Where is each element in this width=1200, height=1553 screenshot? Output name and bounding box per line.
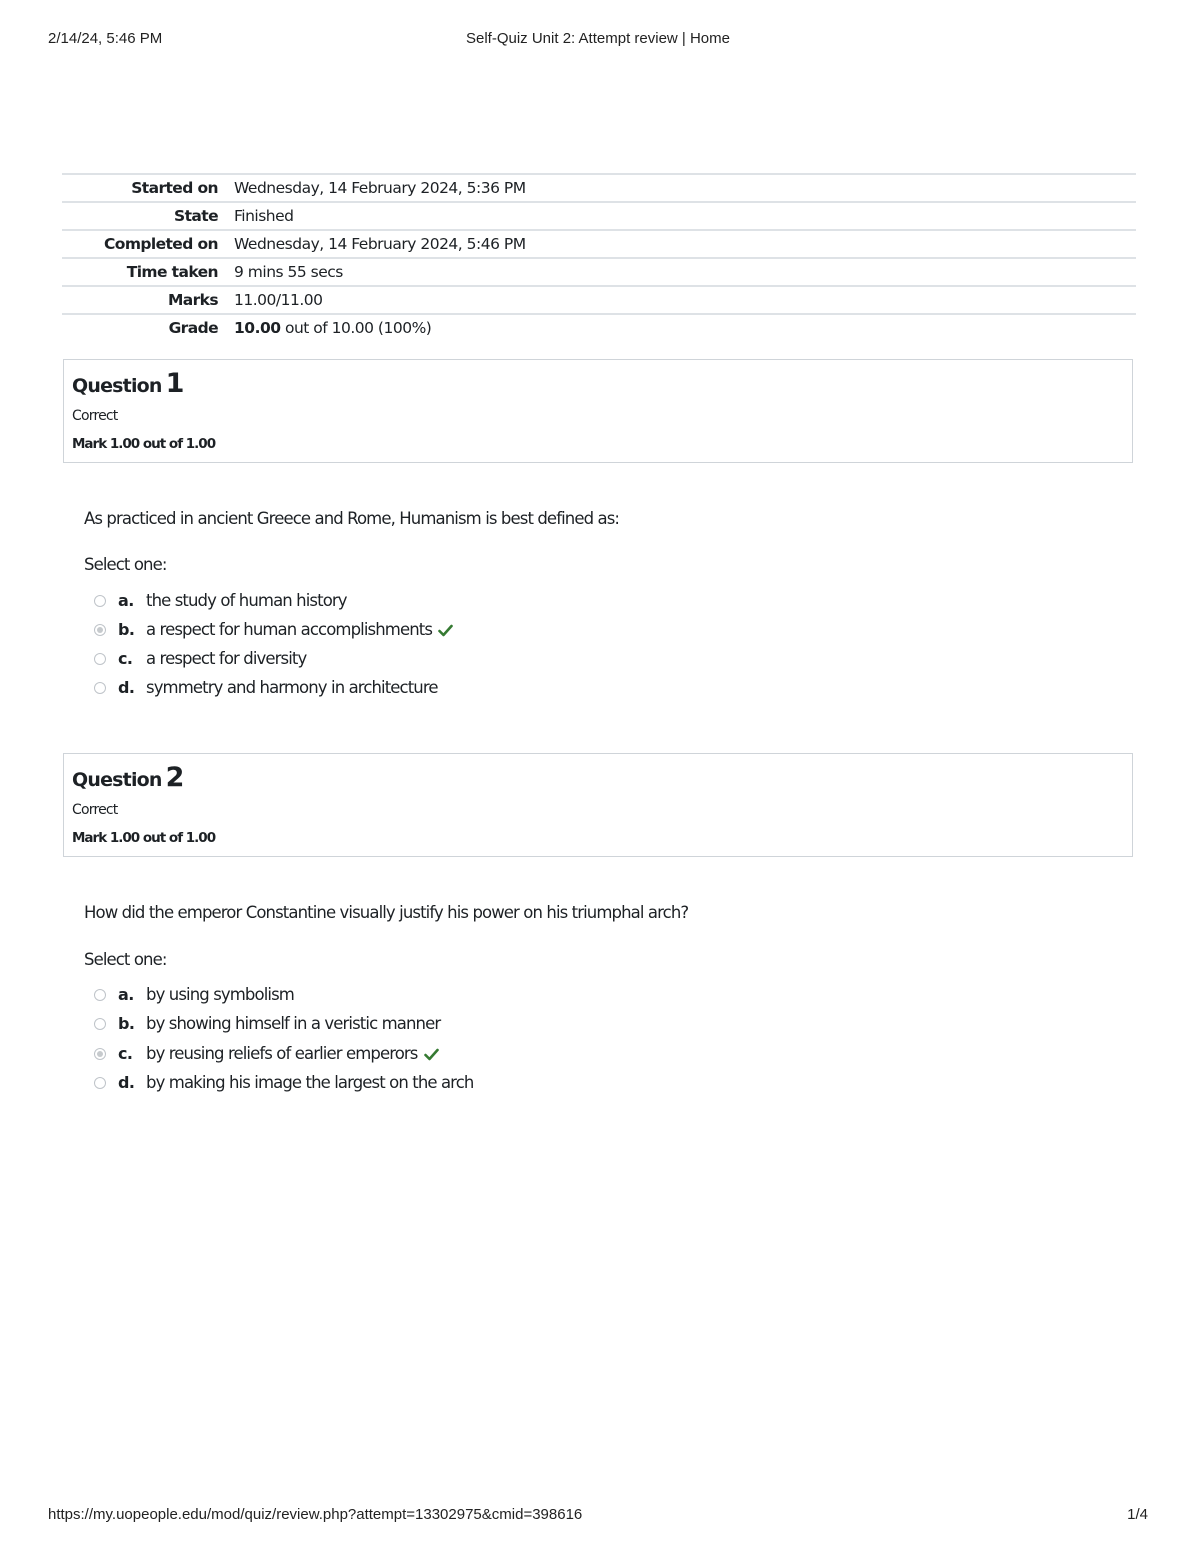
option-letter: c. bbox=[118, 649, 133, 668]
question-number bbox=[72, 368, 184, 399]
summary-row bbox=[62, 286, 1136, 314]
print-footer bbox=[48, 1506, 1148, 1526]
answer-option-selected[interactable] bbox=[94, 620, 794, 642]
radio-button[interactable] bbox=[94, 653, 106, 665]
summary-row-grade bbox=[62, 314, 1136, 341]
summary-row bbox=[62, 174, 1136, 202]
question-number bbox=[72, 762, 184, 793]
option-letter: a. bbox=[118, 985, 134, 1004]
radio-button[interactable] bbox=[94, 682, 106, 694]
radio-button[interactable] bbox=[94, 1077, 106, 1089]
select-one-prompt: Select one: bbox=[84, 555, 167, 574]
answer-option-selected[interactable] bbox=[94, 1044, 794, 1066]
option-text-wrap bbox=[146, 620, 453, 639]
question-mark: Mark 1.00 out of 1.00 bbox=[72, 436, 216, 452]
answer-option[interactable] bbox=[94, 985, 794, 1007]
option-letter: b. bbox=[118, 620, 135, 639]
summary-value: Finished bbox=[234, 207, 294, 225]
radio-button-checked[interactable] bbox=[94, 1048, 106, 1060]
option-letter: b. bbox=[118, 1014, 135, 1033]
option-letter: d. bbox=[118, 678, 135, 697]
attempt-summary-table bbox=[62, 173, 1136, 341]
summary-grade-value bbox=[234, 314, 1136, 341]
summary-label: State bbox=[174, 207, 218, 225]
check-icon bbox=[424, 1048, 439, 1061]
summary-label: Time taken bbox=[126, 263, 218, 281]
grade-out-of: out of 10.00 (100%) bbox=[280, 319, 432, 337]
option-text: a respect for human accomplishments bbox=[146, 620, 433, 639]
check-icon bbox=[438, 624, 453, 637]
select-one-prompt: Select one: bbox=[84, 950, 167, 969]
question-text: How did the emperor Constantine visually justify his power on his triumphal arch? bbox=[84, 903, 689, 922]
question-mark: Mark 1.00 out of 1.00 bbox=[72, 830, 216, 846]
summary-value: 11.00/11.00 bbox=[234, 291, 323, 309]
option-text: by showing himself in a veristic manner bbox=[146, 1014, 441, 1033]
question-info-1 bbox=[63, 359, 1133, 463]
print-datetime: 2/14/24, 5:46 PM bbox=[48, 30, 163, 47]
question-info-2 bbox=[63, 753, 1133, 857]
question-label: Question bbox=[72, 769, 162, 791]
option-text: symmetry and harmony in architecture bbox=[146, 678, 438, 697]
print-page-title: Self-Quiz Unit 2: Attempt review | Home bbox=[466, 30, 730, 47]
answer-option[interactable] bbox=[94, 1073, 794, 1095]
question-label: Question bbox=[72, 375, 162, 397]
radio-button[interactable] bbox=[94, 989, 106, 1001]
option-text: a respect for diversity bbox=[146, 649, 307, 668]
question-state: Correct bbox=[72, 802, 118, 818]
option-letter: a. bbox=[118, 591, 134, 610]
question-number-value: 2 bbox=[165, 762, 184, 793]
radio-button[interactable] bbox=[94, 1018, 106, 1030]
print-header bbox=[48, 30, 1148, 50]
radio-button-checked[interactable] bbox=[94, 624, 106, 636]
summary-label: Marks bbox=[167, 291, 218, 309]
summary-row bbox=[62, 230, 1136, 258]
answer-option[interactable] bbox=[94, 1014, 794, 1036]
answer-option[interactable] bbox=[94, 649, 794, 671]
radio-button[interactable] bbox=[94, 595, 106, 607]
summary-value: Wednesday, 14 February 2024, 5:46 PM bbox=[234, 235, 526, 253]
question-number-value: 1 bbox=[165, 368, 184, 399]
option-letter: c. bbox=[118, 1044, 133, 1063]
option-text-wrap bbox=[146, 1044, 439, 1063]
answer-option[interactable] bbox=[94, 591, 794, 613]
question-text: As practiced in ancient Greece and Rome, Humanism is best defined as: bbox=[84, 509, 620, 528]
question-state: Correct bbox=[72, 408, 118, 424]
summary-value: Wednesday, 14 February 2024, 5:36 PM bbox=[234, 179, 526, 197]
summary-value: 9 mins 55 secs bbox=[234, 263, 343, 281]
option-text: by making his image the largest on the arch bbox=[146, 1073, 474, 1092]
summary-label: Started on bbox=[131, 179, 218, 197]
option-text: by reusing reliefs of earlier emperors bbox=[146, 1044, 418, 1063]
print-url: https://my.uopeople.edu/mod/quiz/review.php?attempt=13302975&cmid=398616 bbox=[48, 1506, 583, 1523]
summary-label: Grade bbox=[168, 319, 218, 337]
grade-score: 10.00 bbox=[234, 319, 281, 337]
answer-option[interactable] bbox=[94, 678, 794, 700]
option-letter: d. bbox=[118, 1073, 135, 1092]
summary-row bbox=[62, 258, 1136, 286]
summary-row bbox=[62, 202, 1136, 230]
print-page-number: 1/4 bbox=[1127, 1506, 1148, 1523]
summary-label: Completed on bbox=[104, 235, 218, 253]
option-text: the study of human history bbox=[146, 591, 347, 610]
option-text: by using symbolism bbox=[146, 985, 294, 1004]
